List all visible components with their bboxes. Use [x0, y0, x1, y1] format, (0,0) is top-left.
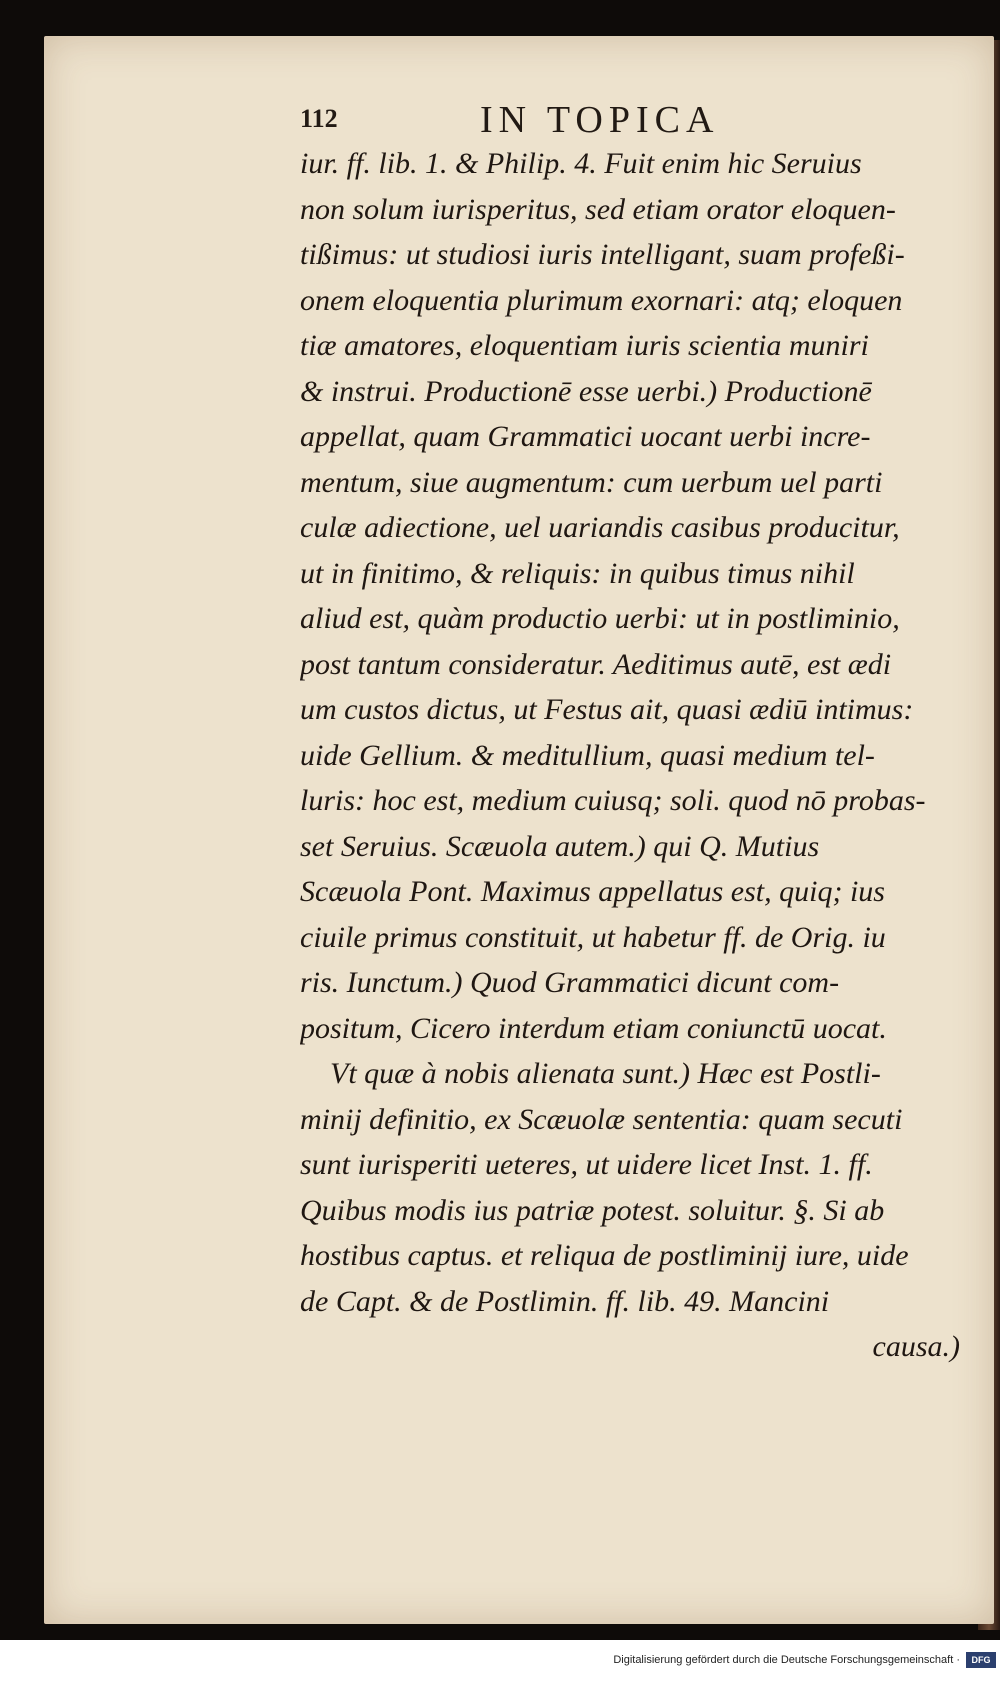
- text-line: Scæuola Pont. Maximus appellatus est, quiq; ius: [300, 875, 885, 908]
- text-line: post tantum consideratur. Aeditimus autē, est ædi: [300, 647, 892, 681]
- text-line: ut in finitimo, & reliquis: in quibus timus nihil: [300, 556, 855, 590]
- text-line: & instrui. Productionē esse uerbi.) Productionē: [300, 374, 872, 408]
- text-line: tiæ amatores, eloquentiam iuris scientia muniri: [300, 329, 869, 362]
- body-text: [300, 141, 960, 1370]
- text-line: ris. Iunctum.) Quod Grammatici dicunt com-: [300, 966, 840, 999]
- text-line: positum, Cicero interdum etiam coniunctū uocat.: [300, 1011, 887, 1045]
- text-line: iur. ff. lib. 1. & Philip. 4. Fuit enim hic Seruius: [300, 147, 862, 180]
- running-title: IN TOPICA: [480, 99, 720, 141]
- page-number: 112: [300, 104, 338, 133]
- text-line: mentum, siue augmentum: cum uerbum uel parti: [300, 465, 883, 499]
- footer-credit: Digitalisierung gefördert durch die Deutsche Forschungsgemeinschaft ·: [613, 1654, 960, 1666]
- text-line: causa.): [872, 1330, 960, 1363]
- text-line: non solum iurisperitus, sed etiam orator eloquen-: [300, 192, 896, 226]
- text-line: culæ adiectione, uel uariandis casibus producitur,: [300, 511, 900, 544]
- text-line: set Seruius. Scæuola autem.) qui Q. Mutius: [300, 829, 820, 863]
- dfg-logo: DFG: [966, 1652, 996, 1668]
- text-line: ciuile primus constituit, ut habetur ff. de Orig. iu: [300, 920, 886, 954]
- text-line: Quibus modis ius patriæ potest. soluitur. §. Si ab: [300, 1193, 885, 1227]
- text-line: onem eloquentia plurimum exornari: atq; eloquen: [300, 283, 903, 317]
- text-line: aliud est, quàm productio uerbi: ut in postliminio,: [300, 602, 900, 635]
- footer-bar: [0, 1640, 1000, 1686]
- text-line: de Capt. & de Postlimin. ff. lib. 49. Mancini: [300, 1284, 830, 1318]
- text-line: tißimus: ut studiosi iuris intelligant, suam profeßi-: [300, 238, 905, 271]
- text-line: appellat, quam Grammatici uocant uerbi incre-: [300, 420, 871, 453]
- text-line: Vt quæ à nobis alienata sunt.) Hæc est Postli-: [330, 1057, 881, 1090]
- text-line: sunt iurisperiti ueteres, ut uidere licet Inst. 1. ff.: [300, 1148, 873, 1181]
- text-line: um custos dictus, ut Festus ait, quasi ædiū intimus:: [300, 693, 914, 726]
- page-header: [300, 99, 760, 144]
- text-line: minij definitio, ex Scæuolæ sententia: quam secuti: [300, 1102, 903, 1136]
- text-line: luris: hoc est, medium cuiusq; soli. quod nō probas-: [300, 784, 926, 817]
- text-line: uide Gellium. & meditullium, quasi medium tel-: [300, 738, 875, 772]
- text-line: hostibus captus. et reliqua de postliminij iure, uide: [300, 1239, 909, 1272]
